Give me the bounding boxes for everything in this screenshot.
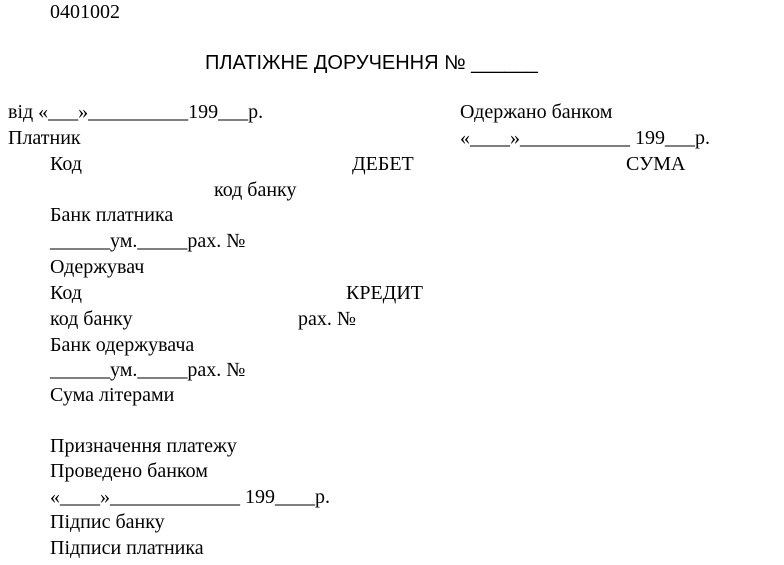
payer-label: Платник <box>8 127 81 149</box>
recipient-bank-code-label: код банку <box>50 308 133 330</box>
received-by-bank-label: Одержано банком <box>460 101 613 123</box>
processed-by-bank-label: Проведено банком <box>50 460 208 482</box>
recipient-account-line: ______ум._____рах. № <box>50 359 246 381</box>
amount-label: СУМА <box>626 153 686 175</box>
payer-code-label: Код <box>50 153 82 175</box>
amount-in-words-label: Сума літерами <box>50 384 175 406</box>
recipient-bank-label: Банк одержувача <box>50 334 195 356</box>
payment-purpose-label: Призначення платежу <box>50 435 237 457</box>
payer-signatures-label: Підписи платника <box>50 537 204 559</box>
issue-date-line: від «___»__________199___р. <box>8 101 264 123</box>
recipient-account-label: рах. № <box>298 308 356 330</box>
bank-signature-label: Підпис банку <box>50 511 165 533</box>
recipient-label: Одержувач <box>50 256 145 278</box>
payer-bank-label: Банк платника <box>50 204 174 226</box>
document-title: ПЛАТІЖНЕ ДОРУЧЕННЯ № ______ <box>205 52 538 74</box>
payer-bank-code-label: код банку <box>214 179 297 201</box>
payer-account-line: ______ум._____рах. № <box>50 230 246 252</box>
processed-by-bank-date: «____»_____________ 199____р. <box>50 486 330 508</box>
credit-label: КРЕДИТ <box>346 282 423 304</box>
debit-label: ДЕБЕТ <box>352 153 414 175</box>
received-by-bank-date: «____»___________ 199___р. <box>460 127 710 149</box>
recipient-code-label: Код <box>50 282 82 304</box>
form-code: 0401002 <box>50 1 120 23</box>
